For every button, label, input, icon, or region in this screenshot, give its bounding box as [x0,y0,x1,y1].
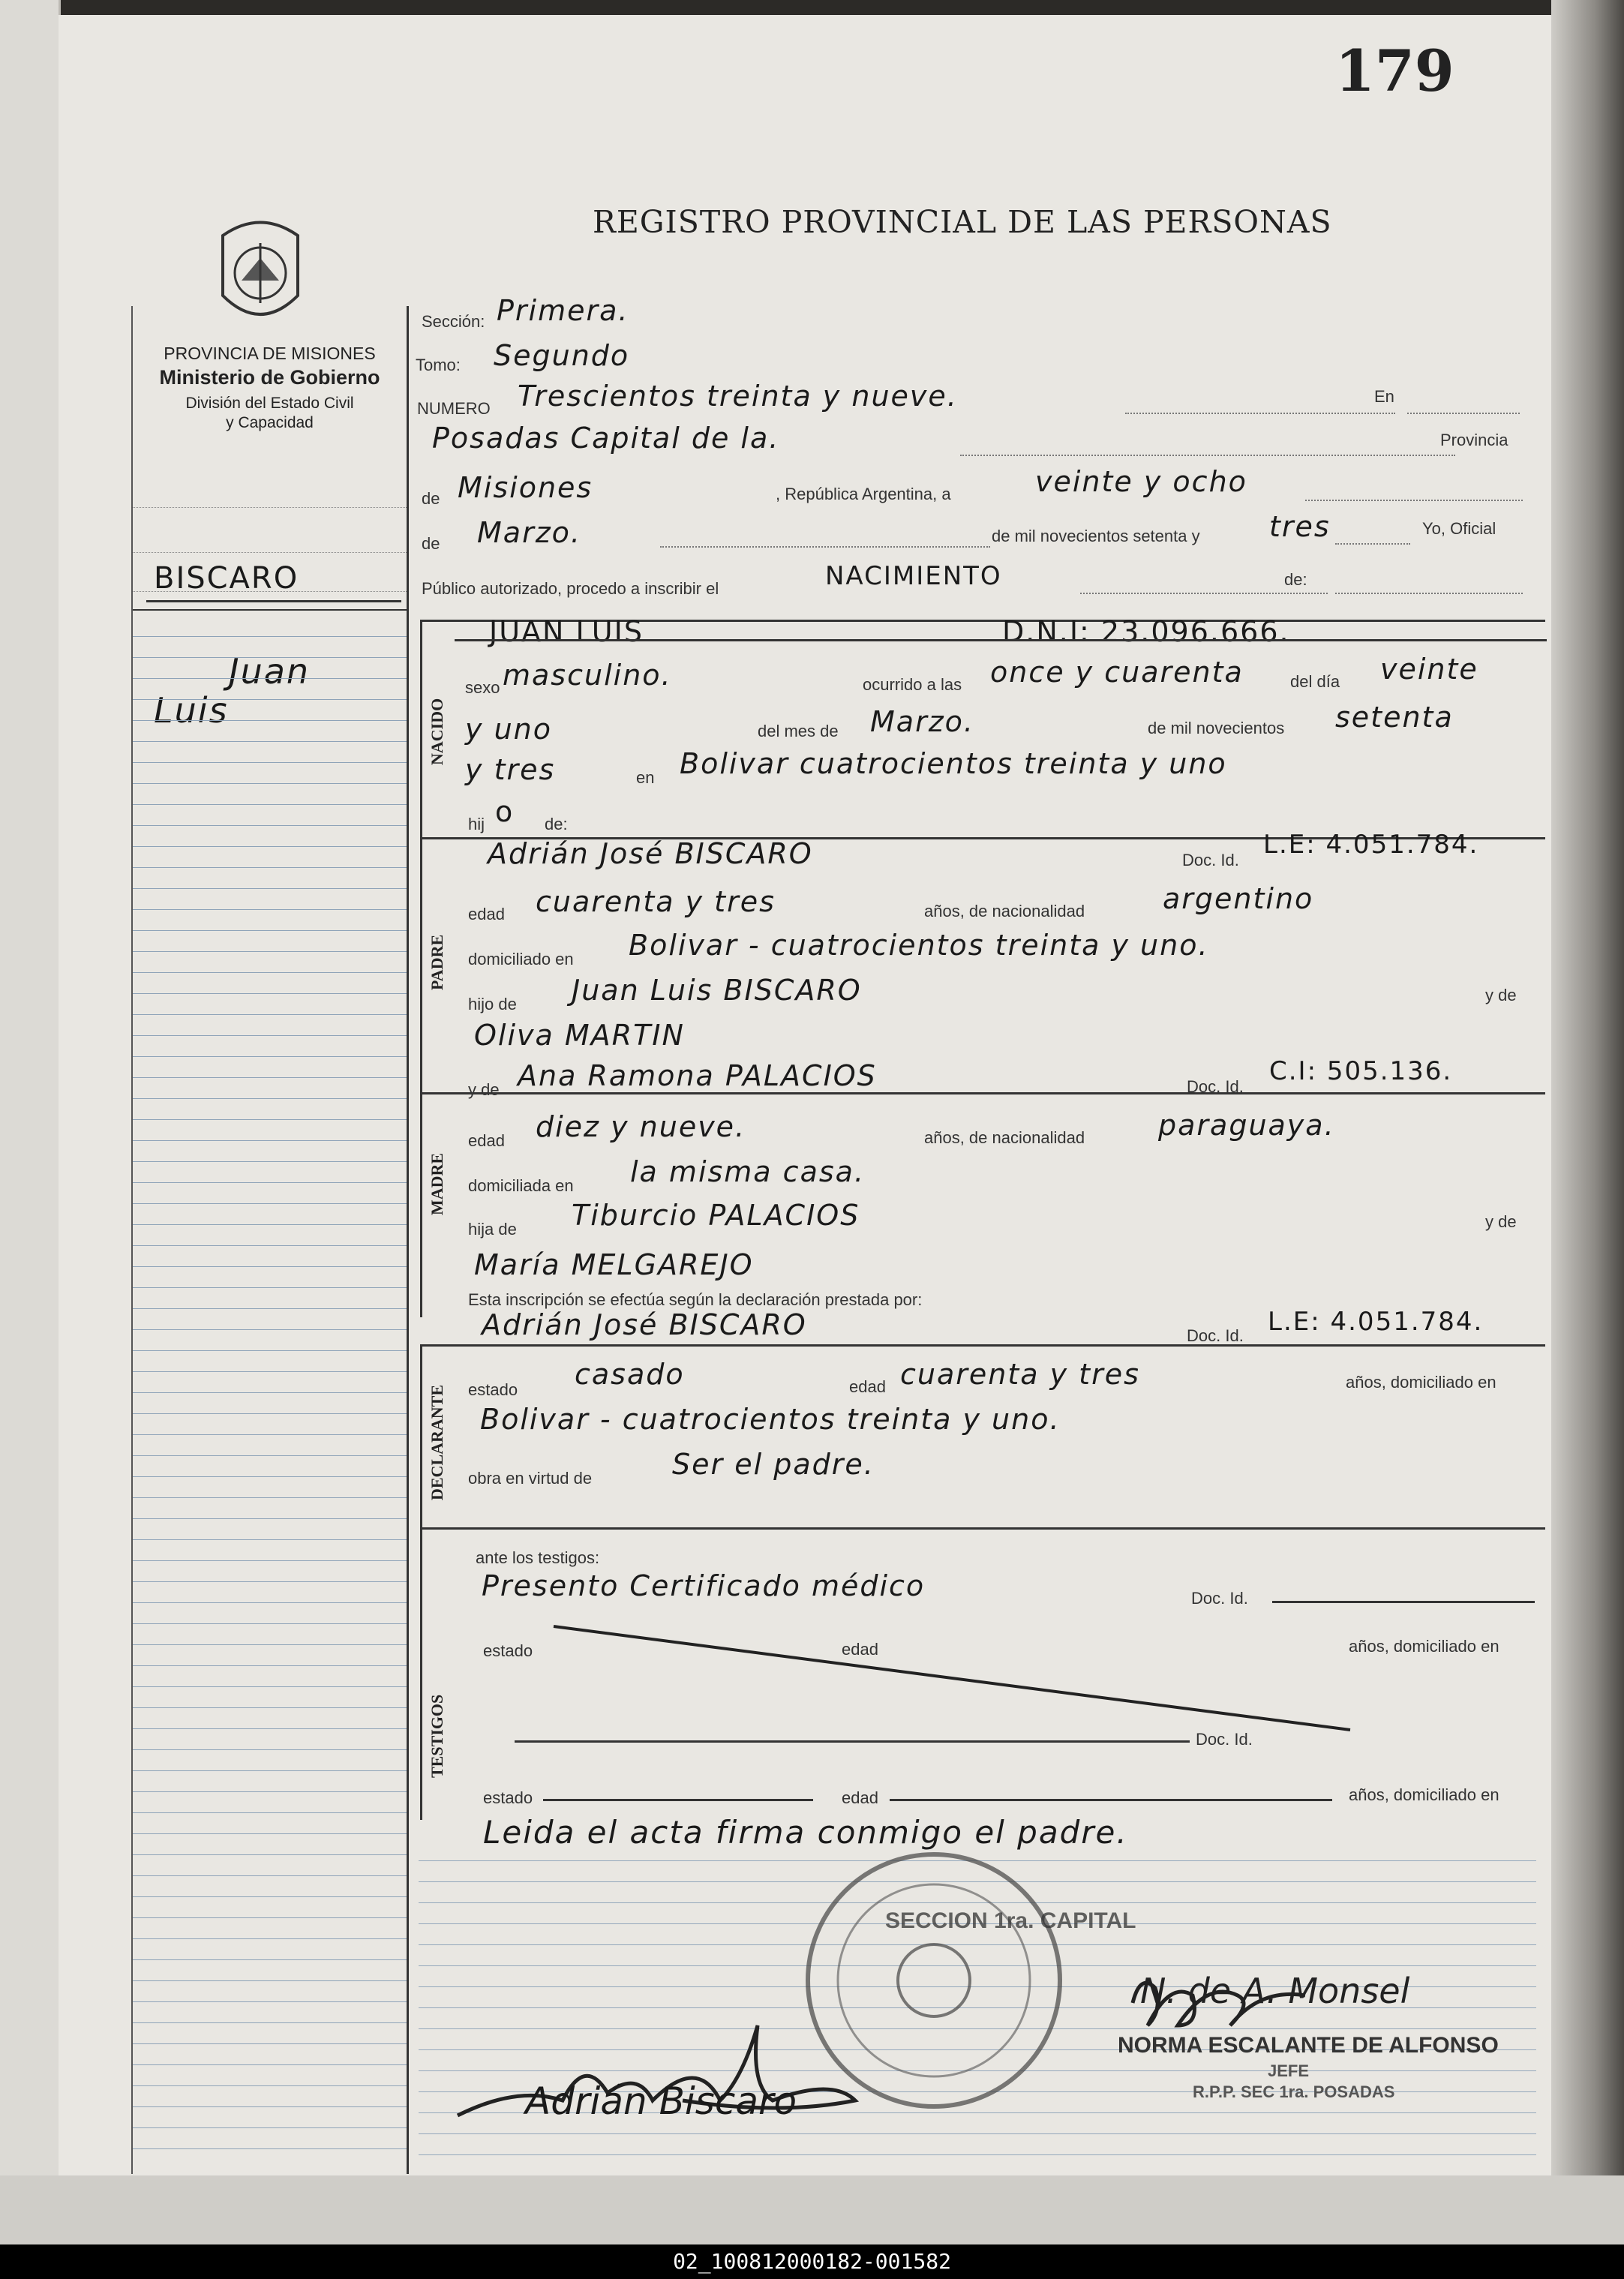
padre-hijo-label: hijo de [468,995,517,1013]
madre-section-label: MADRE [428,1152,446,1215]
declarante-doc-value: L.E: 4.051.784. [1268,1307,1484,1337]
page-number: 179 [1335,38,1454,104]
de-label-3: de: [1284,570,1307,589]
nacido-nombre: JUAN LUIS [489,615,644,648]
hij-label: hij [468,815,485,833]
padre-doc-label: Doc. Id. [1182,851,1239,869]
madre-yde-label: y de [468,1080,500,1099]
padre-yde-label: y de [1485,986,1517,1004]
testigo-edad-label-2: edad [842,1788,878,1807]
mil-novecientos-label-2: de mil novecientos [1148,719,1285,737]
cierre-value: Leida el acta firma conmigo el padre. [483,1814,1128,1851]
ocurrido-label: ocurrido a las [863,675,962,694]
tomo-label: Tomo: [416,356,461,374]
yo-oficial-label: Yo, Oficial [1422,519,1496,538]
provincia-value: Misiones [458,471,593,504]
testigo-estado-label: estado [483,1641,533,1660]
dia-label: del día [1290,672,1340,691]
provincia-label: Provincia [1440,431,1508,449]
de-label-1: de [422,489,440,508]
madre-doc-label: Doc. Id. [1187,1077,1244,1096]
madre-nacionalidad-label: años, de nacionalidad [924,1128,1085,1147]
declarante-domicilio-value: Bolivar - cuatrocientos treinta y uno. [480,1403,1061,1436]
en-label: En [1374,387,1394,406]
testigo-1-value: Presento Certificado médico [482,1569,926,1602]
declarante-estado-value: casado [575,1358,685,1391]
lugar-value: Posadas Capital de la. [432,422,780,455]
declarante-section-label: DECLARANTE [428,1384,446,1500]
fecha-anio-value: tres [1269,510,1331,543]
footer-id: 02_100812000182-001582 [0,2244,1624,2279]
nacido-dni: D.N.I: 23.096.666. [1002,615,1290,648]
madre-yde-label-2: y de [1485,1212,1517,1231]
madre-padre-value: Tiburcio PALACIOS [572,1199,860,1232]
tomo-value: Segundo [494,339,630,372]
official-signature-text: N. de A. Monsel [1140,1971,1410,2011]
declarante-nombre: Adrián José BISCARO [482,1308,807,1341]
padre-madre-value: Oliva MARTIN [474,1019,685,1052]
declarante-anos-label: años, domiciliado en [1346,1373,1496,1392]
ministry-name: Ministerio de Gobierno [159,366,380,389]
padre-edad-label: edad [468,905,505,923]
official-stamp-role: JEFE [1268,2061,1310,2080]
sexo-value: masculino. [503,659,672,692]
en-label-2: en [636,768,655,787]
anio-value: setenta [1335,701,1454,734]
testigo-edad-label: edad [842,1640,878,1659]
anio-cont-value: y tres [465,753,556,786]
sidebar-surname: BISCARO [154,561,299,596]
padre-domicilio-label: domiciliado en [468,950,574,968]
padre-edad-value: cuarenta y tres [536,885,776,918]
dia-cont-value: y uno [465,713,552,746]
madre-edad-value: diez y nueve. [536,1110,746,1143]
division-name-cont: y Capacidad [226,414,314,431]
hora-value: once y cuarenta [990,656,1244,689]
seccion-value: Primera. [497,294,629,327]
division-name: División del Estado Civil [185,395,354,412]
madre-madre-value: María MELGAREJO [474,1248,754,1281]
madre-domicilio-label: domiciliada en [468,1176,574,1195]
declarante-edad-value: cuarenta y tres [900,1358,1140,1391]
padre-section-label: PADRE [428,934,446,990]
padre-nombre: Adrián José BISCARO [488,837,813,870]
declarante-estado-label: estado [468,1380,518,1399]
testigo-estado-label-2: estado [483,1788,533,1807]
republica-label: , República Argentina, a [776,485,951,503]
padre-doc-value: L.E: 4.051.784. [1263,830,1479,860]
sexo-label: sexo [465,678,500,697]
official-stamp-office: R.P.P. SEC 1ra. POSADAS [1193,2082,1395,2101]
declarante-intro: Esta inscripción se efectúa según la declaración prestada por: [468,1290,923,1309]
testigo-doc-label-2: Doc. Id. [1196,1730,1253,1749]
padre-nacionalidad-value: argentino [1163,882,1314,915]
declarante-edad-label: edad [849,1377,886,1396]
testigo-anos-label: años, domiciliado en [1349,1637,1499,1656]
numero-label: NUMERO [417,399,491,418]
declarante-obra-value: Ser el padre. [672,1448,875,1481]
madre-nombre: Ana Ramona PALACIOS [518,1059,877,1092]
testigos-ante-label: ante los testigos: [476,1548,600,1567]
official-stamp-name: NORMA ESCALANTE DE ALFONSO [1118,2033,1499,2058]
padre-padre-value: Juan Luis BISCARO [572,974,862,1007]
testigo-anos-label-2: años, domiciliado en [1349,1785,1499,1804]
seccion-label: Sección: [422,312,485,331]
fecha-mes-value: Marzo. [477,516,581,549]
nacido-section-label: NACIDO [428,698,446,765]
circular-stamp [808,1854,1136,2106]
hij-value: o [495,795,515,828]
mil-novecientos-label: de mil novecientos setenta y [992,527,1200,545]
sidebar-given-name-2: Luis [154,690,229,731]
sidebar-given-name-1: Juan [229,651,311,692]
testigos-section-label: TESTIGOS [428,1694,446,1778]
fecha-dia-value: veinte y ocho [1035,465,1247,498]
madre-domicilio-value: la misma casa. [630,1155,866,1188]
mes-value: Marzo. [870,705,974,738]
lugar-nacimiento-value: Bolivar cuatrocientos treinta y uno [680,747,1227,780]
acto-value: NACIMIENTO [825,561,1002,591]
testigo-doc-label: Doc. Id. [1191,1589,1248,1608]
madre-hija-label: hija de [468,1220,517,1239]
padre-nacionalidad-label: años, de nacionalidad [924,902,1085,920]
declarant-signature-text: Adrián Biscaro [525,2079,797,2123]
strike-line [554,1626,1350,1730]
madre-edad-label: edad [468,1131,505,1150]
madre-nacionalidad-value: paraguaya. [1158,1109,1335,1142]
dia-value: veinte [1380,653,1478,686]
publico-label: Público autorizado, procedo a inscribir el [422,579,719,598]
de-label-2: de [422,534,440,553]
mes-label: del mes de [758,722,839,740]
padre-domicilio-value: Bolivar - cuatrocientos treinta y uno. [629,929,1209,962]
page-title: REGISTRO PROVINCIAL DE LAS PERSONAS [593,204,1332,240]
de-label-4: de: [545,815,568,833]
numero-value: Trescientos treinta y nueve. [518,380,958,413]
declarante-doc-label: Doc. Id. [1187,1326,1244,1345]
madre-doc-value: C.I: 505.136. [1269,1056,1453,1086]
circular-stamp-text: SECCION 1ra. CAPITAL [885,1908,1136,1933]
province-name: PROVINCIA DE MISIONES [164,344,376,363]
declarante-obra-label: obra en virtud de [468,1469,593,1488]
